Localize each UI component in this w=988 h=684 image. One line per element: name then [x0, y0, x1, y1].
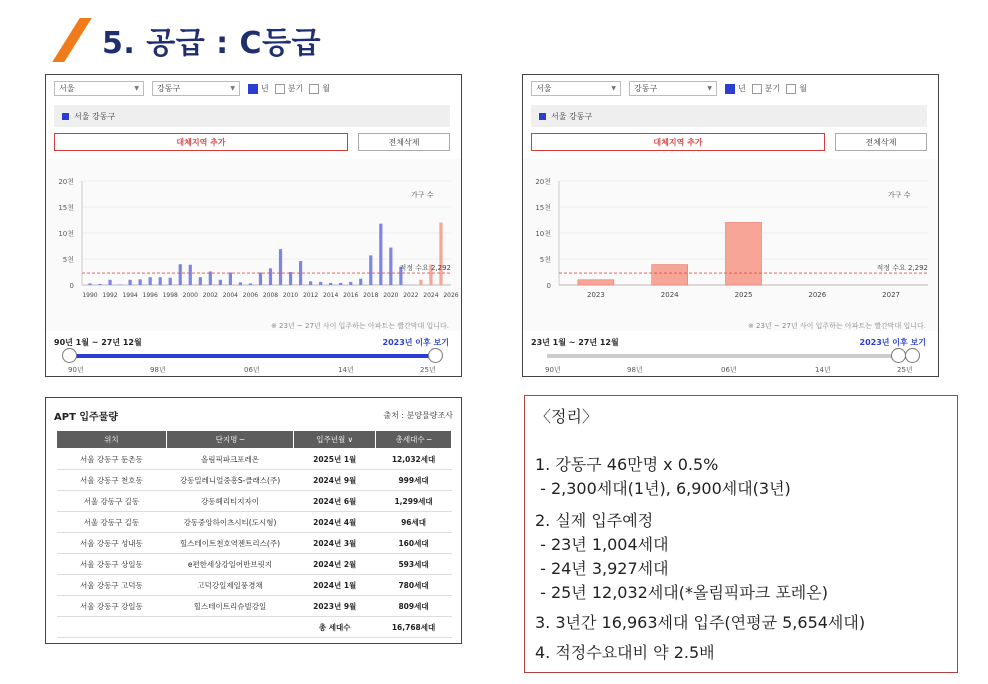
y-tick-label: 15천: [535, 204, 551, 212]
table-cell: 고덕강일제일풍경채: [166, 575, 294, 596]
bar: [369, 255, 372, 285]
table-cell: 올림픽파크포레온: [166, 449, 294, 470]
table-cell: 16,768세대: [376, 617, 452, 638]
range-slider[interactable]: [70, 354, 436, 358]
x-tick-label: 2006: [242, 292, 259, 299]
header: [52, 18, 321, 62]
bar: [219, 280, 222, 285]
table-cell: 서울 강동구 길동: [57, 512, 167, 533]
region-tag: 서울 강동구: [531, 105, 927, 127]
x-tick-label: 1992: [102, 292, 118, 299]
table-row[interactable]: [57, 512, 452, 533]
page-title: 5. 공급 : C등급: [102, 26, 322, 61]
x-tick-label: 2024: [660, 291, 679, 299]
bar: [118, 284, 121, 285]
bar: [349, 282, 352, 285]
y-tick-label: 20천: [535, 178, 551, 186]
add-region-button[interactable]: 대체지역 추가: [531, 133, 825, 151]
slider-tick: 25년: [420, 366, 436, 374]
add-region-button[interactable]: 대체지역 추가: [54, 133, 348, 151]
bar: [179, 264, 182, 285]
slider-end-handle[interactable]: [428, 348, 443, 363]
table-cell: 2024년 4월: [294, 512, 376, 533]
bar: [289, 272, 292, 285]
bar: [159, 277, 162, 285]
table-row[interactable]: [57, 491, 452, 512]
bar: [199, 277, 202, 285]
slider-tick: 90년: [545, 366, 561, 374]
summary-line: 3. 3년간 16,963세대 입주(연평균 5,654세대): [535, 613, 866, 632]
delete-all-button[interactable]: 전체삭제: [358, 133, 450, 151]
filter-bar: 서울 ▼ 강동구 ▼ 년 분기 월: [531, 81, 813, 96]
table-row[interactable]: [57, 449, 452, 470]
table-cell: 서울 강동구 둔촌동: [57, 449, 167, 470]
table-cell: 강동중앙하이츠시티(도시형): [166, 512, 294, 533]
bar: [309, 281, 312, 285]
table-cell: 2024년 6월: [294, 491, 376, 512]
y-tick-label: 5천: [539, 256, 551, 264]
summary-line: 4. 적정수요대비 약 2.5배: [535, 643, 715, 662]
table-row[interactable]: [57, 617, 452, 638]
chevron-down-icon: ▼: [707, 85, 712, 92]
x-tick-label: 2027: [882, 291, 901, 299]
table-cell: 593세대: [376, 554, 452, 575]
after-2023-link[interactable]: 2023년 이후 보기: [382, 338, 449, 347]
apt-supply-table-panel: [45, 397, 462, 644]
bar: [259, 273, 262, 285]
bar: [439, 223, 442, 285]
x-tick-label: 2014: [323, 292, 339, 299]
chevron-down-icon: ▼: [230, 85, 235, 92]
square-icon: [539, 113, 546, 120]
x-tick-label: 2000: [182, 292, 198, 299]
table-cell: 서울 강동구 천호동: [57, 470, 167, 491]
x-tick-label: 2023: [586, 291, 605, 299]
x-tick-label: 2012: [302, 292, 319, 299]
range-label: 23년 1월 ~ 27년 12월: [531, 338, 619, 347]
table-cell: 999세대: [376, 470, 452, 491]
bar: [359, 279, 362, 285]
bar: [319, 282, 322, 285]
slider-tick: 06년: [721, 366, 737, 374]
table-cell: 서울 강동구 강일동: [57, 596, 167, 617]
slider-start-handle[interactable]: [891, 348, 906, 363]
y-tick-label: 0: [69, 282, 74, 290]
year-checkbox[interactable]: [248, 84, 258, 94]
supply-bar-chart: [46, 171, 461, 321]
demand-label: 적정 수요 2,292: [399, 264, 451, 273]
slider-tick: 98년: [150, 366, 166, 374]
table-row[interactable]: [57, 575, 452, 596]
region-tag: 서울 강동구: [54, 105, 450, 127]
x-tick-label: 2018: [363, 292, 379, 299]
x-tick-label: 1998: [162, 292, 178, 299]
city-select[interactable]: 서울 ▼: [54, 81, 144, 96]
column-header[interactable]: 단지명 ─: [166, 431, 294, 449]
table-cell: 2024년 2월: [294, 554, 376, 575]
x-tick-label: 1994: [122, 292, 138, 299]
slider-start-handle[interactable]: [62, 348, 77, 363]
x-tick-label: 2026: [443, 292, 459, 299]
table-cell: 2023년 9월: [294, 596, 376, 617]
summary-line: 2. 실제 입주예정: [535, 511, 654, 530]
bar: [88, 283, 91, 285]
table-cell: 2024년 3월: [294, 533, 376, 554]
table-row[interactable]: [57, 596, 452, 617]
table-cell: 서울 강동구 상일동: [57, 554, 167, 575]
table-cell: e편한세상강일어반브릿지: [166, 554, 294, 575]
bar: [209, 271, 212, 285]
city-select[interactable]: 서울 ▼: [531, 81, 621, 96]
district-select[interactable]: 강동구 ▼: [152, 81, 240, 96]
slash-icon: [52, 20, 92, 60]
bar: [149, 277, 152, 285]
summary-line: - 25년 12,032세대(*올림픽파크 포레온): [535, 583, 828, 602]
bar: [139, 279, 142, 285]
bar: [249, 283, 252, 285]
x-tick-label: 2026: [808, 291, 827, 299]
range-label: 90년 1월 ~ 27년 12월: [54, 338, 142, 347]
slider-tick: 98년: [627, 366, 643, 374]
bar: [229, 273, 232, 285]
slider-tick: 90년: [68, 366, 84, 374]
slider-tick: 14년: [815, 366, 831, 374]
month-checkbox[interactable]: [309, 84, 319, 94]
x-tick-label: 2025: [734, 291, 753, 299]
table-cell: 809세대: [376, 596, 452, 617]
summary-line: - 24년 3,927세대: [535, 559, 669, 578]
x-tick-label: 2010: [282, 292, 299, 299]
table-row[interactable]: [57, 533, 452, 554]
summary-heading: 〈정리〉: [535, 407, 598, 426]
table-cell: 서울 강동구 성내동: [57, 533, 167, 554]
table-cell: 서울 강동구 고덕동: [57, 575, 167, 596]
bar: [578, 280, 614, 285]
table-row[interactable]: [57, 470, 452, 491]
x-tick-label: 1990: [82, 292, 98, 299]
x-tick-label: 2002: [202, 292, 218, 299]
chart-panel-recent: [522, 74, 939, 377]
table-cell: 힐스테이트리슈빌강일: [166, 596, 294, 617]
y-tick-label: 10천: [58, 230, 74, 238]
column-header[interactable]: 총세대수 ─: [376, 431, 452, 449]
column-header[interactable]: 입주년월 ∨: [294, 431, 376, 449]
legend-label: 가구 수: [888, 191, 911, 199]
column-header[interactable]: 위치: [57, 431, 167, 449]
x-tick-label: 2024: [423, 292, 439, 299]
bar: [169, 278, 172, 285]
district-select[interactable]: 강동구 ▼: [629, 81, 717, 96]
table-cell: [57, 617, 167, 638]
table-cell: 2024년 1월: [294, 575, 376, 596]
bar: [652, 265, 688, 285]
slider-fill: [70, 354, 436, 358]
table-cell: 2025년 1월: [294, 449, 376, 470]
delete-all-button[interactable]: 전체삭제: [835, 133, 927, 151]
summary-line: - 23년 1,004세대: [535, 535, 669, 554]
x-tick-label: 2016: [343, 292, 359, 299]
chevron-down-icon: ▼: [134, 85, 139, 92]
y-tick-label: 5천: [62, 256, 74, 264]
table-cell: 160세대: [376, 533, 452, 554]
supply-bar-chart: [523, 171, 938, 321]
summary-panel: [524, 395, 958, 673]
x-tick-label: 2020: [383, 292, 399, 299]
bar: [339, 283, 342, 285]
square-icon: [62, 113, 69, 120]
x-tick-label: 1996: [142, 292, 158, 299]
month-checkbox[interactable]: [786, 84, 796, 94]
table-cell: 780세대: [376, 575, 452, 596]
table-cell: 96세대: [376, 512, 452, 533]
chevron-down-icon: ▼: [611, 85, 616, 92]
bar: [98, 284, 101, 285]
table-title: APT 입주물량: [54, 412, 119, 423]
y-tick-label: 10천: [535, 230, 551, 238]
after-2023-link[interactable]: 2023년 이후 보기: [859, 338, 926, 347]
apt-supply-table: [56, 430, 452, 638]
table-cell: 강동밀레니얼중흥S-클래스(주): [166, 470, 294, 491]
range-slider[interactable]: [547, 354, 913, 358]
table-cell: 1,299세대: [376, 491, 452, 512]
table-cell: 총 세대수: [294, 617, 376, 638]
quarter-checkbox[interactable]: [275, 84, 285, 94]
slider-end-handle[interactable]: [905, 348, 920, 363]
chart-note: ※ 23년 ~ 27년 사이 입주하는 아파트는 빨간막대 입니다.: [270, 322, 449, 330]
bar: [279, 249, 282, 285]
bar: [379, 224, 382, 285]
summary-line: - 2,300세대(1년), 6,900세대(3년): [535, 479, 791, 498]
table-cell: 강동헤리티지자이: [166, 491, 294, 512]
table-cell: 힐스테이트천호역젠트리스(주): [166, 533, 294, 554]
bar: [129, 280, 132, 285]
table-cell: [166, 617, 294, 638]
table-cell: 12,032세대: [376, 449, 452, 470]
bar: [419, 280, 422, 285]
filter-bar: 서울 ▼ 강동구 ▼ 년 분기 월: [54, 81, 336, 96]
bar: [189, 265, 192, 285]
x-tick-label: 2004: [222, 292, 239, 299]
x-tick-label: 2022: [403, 292, 419, 299]
table-source: 출처 : 분양물량조사: [383, 411, 453, 420]
year-checkbox[interactable]: [725, 84, 735, 94]
bar: [329, 283, 332, 285]
quarter-checkbox[interactable]: [752, 84, 762, 94]
slider-tick: 06년: [244, 366, 260, 374]
demand-label: 적정 수요 2,292: [876, 264, 928, 273]
bar: [726, 222, 762, 285]
summary-line: 1. 강동구 46만명 x 0.5%: [535, 455, 719, 474]
table-row[interactable]: [57, 554, 452, 575]
y-tick-label: 20천: [58, 178, 74, 186]
table-cell: 2024년 9월: [294, 470, 376, 491]
chart-panel-full: [45, 74, 462, 377]
y-tick-label: 15천: [58, 204, 74, 212]
legend-label: 가구 수: [411, 191, 434, 199]
bar: [269, 268, 272, 285]
chart-note: ※ 23년 ~ 27년 사이 입주하는 아파트는 빨간막대 입니다.: [747, 322, 926, 330]
x-tick-label: 2008: [262, 292, 279, 299]
y-tick-label: 0: [546, 282, 551, 290]
slider-tick: 25년: [897, 366, 913, 374]
slider-tick: 14년: [338, 366, 354, 374]
bar: [389, 248, 392, 285]
bar: [239, 282, 242, 285]
bar: [108, 280, 111, 285]
table-cell: 서울 강동구 길동: [57, 491, 167, 512]
